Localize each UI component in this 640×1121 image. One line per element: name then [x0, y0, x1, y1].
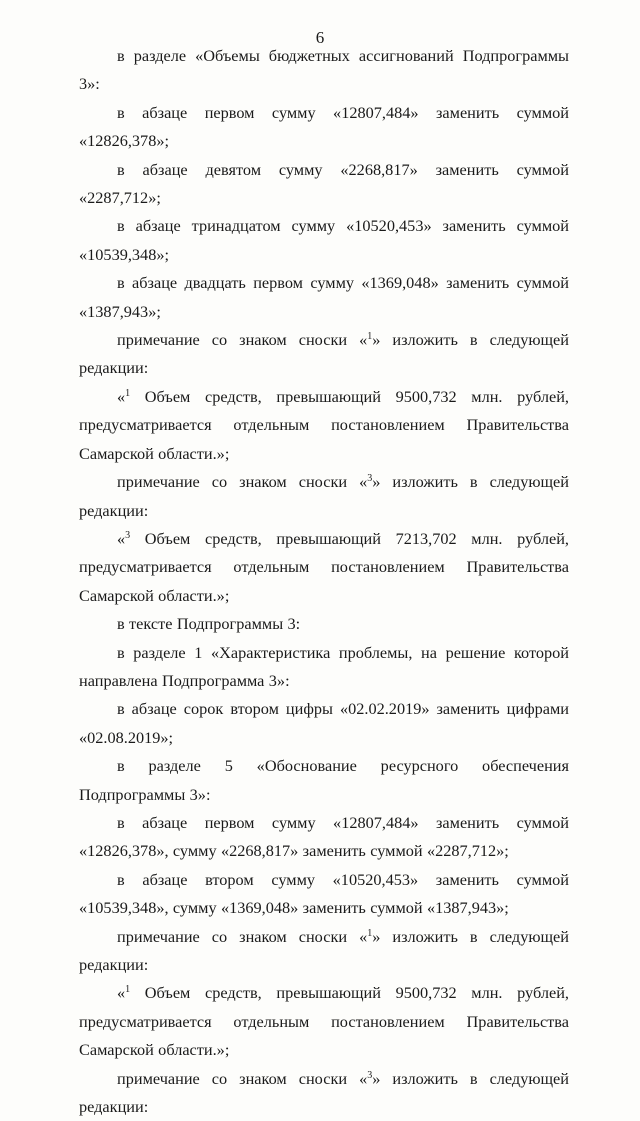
paragraph: в тексте Подпрограммы 3: [117, 614, 301, 634]
paragraph: в абзаце двадцать первом сумму «1369,048» заменить суммой «1387,943»; [79, 273, 569, 321]
text-before: примечание со знаком сноски « [117, 472, 368, 492]
text-before: примечание со знаком сноски « [117, 330, 368, 350]
paragraph: в разделе «Объемы бюджетных ассигнований Подпрограммы 3»: [79, 46, 569, 94]
footnote-mark: 3 [125, 529, 131, 541]
text-after: Объем средств, превышающий 9500,732 млн. рублей, предусматривается отдельным постановлением Правительства Самарской области.»; [79, 386, 569, 463]
text-before: « [117, 386, 126, 406]
text-before: примечание со знаком сноски « [117, 1068, 368, 1088]
document-body [79, 42, 569, 1121]
paragraph-footnote-note [79, 468, 569, 525]
text-after: » изложить в следующей редакции: [79, 472, 569, 520]
footnote-mark: 1 [367, 927, 373, 939]
paragraph: в абзаце девятом сумму «2268,817» заменить суммой «2287,712»; [79, 159, 569, 208]
paragraph-footnote-text [79, 525, 569, 610]
text-before: « [117, 528, 126, 548]
paragraph: в разделе 5 «Обоснование ресурсного обеспечения Подпрограммы 3»: [79, 756, 569, 804]
page-number: 6 [315, 28, 325, 47]
paragraph: в разделе 1 «Характеристика проблемы, на решение которой направлена Подпрограмма 3»: [79, 642, 569, 690]
text-after: » изложить в следующей редакции: [79, 1068, 569, 1117]
footnote-mark: 1 [367, 331, 373, 343]
paragraph-footnote-note [79, 923, 569, 980]
footnote-mark: 1 [125, 387, 131, 399]
paragraph-footnote-note [79, 1065, 569, 1121]
text-before: « [117, 983, 126, 1003]
paragraph-footnote-note [79, 326, 569, 383]
paragraph: в абзаце тринадцатом сумму «10520,453» заменить суммой «10539,348»; [79, 216, 569, 264]
paragraph-footnote-text [79, 383, 569, 468]
footnote-mark: 3 [367, 473, 373, 485]
paragraph: в абзаце первом сумму «12807,484» заменить суммой «12826,378»; [79, 102, 569, 151]
footnote-mark: 3 [367, 1069, 373, 1081]
paragraph-footnote-text [79, 979, 569, 1064]
paragraph: в абзаце втором сумму «10520,453» заменить суммой «10539,348», сумму «1369,048» заменить суммой «1387,943»; [79, 869, 569, 918]
paragraph: в абзаце сорок втором цифры «02.02.2019» заменить цифрами «02.08.2019»; [79, 699, 569, 747]
footnote-mark: 1 [125, 984, 131, 996]
text-before: примечание со знаком сноски « [117, 926, 368, 946]
text-after: » изложить в следующей редакции: [79, 330, 569, 378]
paragraph: в абзаце первом сумму «12807,484» заменить суммой «12826,378», сумму «2268,817» заменить суммой «2287,712»; [79, 812, 569, 861]
text-after: Объем средств, превышающий 9500,732 млн. рублей, предусматривается отдельным постановлением Правительства Самарской области.»; [79, 983, 569, 1060]
text-after: » изложить в следующей редакции: [79, 926, 569, 974]
text-after: Объем средств, превышающий 7213,702 млн. рублей, предусматривается отдельным постановлением Правительства Самарской области.»; [79, 528, 569, 605]
